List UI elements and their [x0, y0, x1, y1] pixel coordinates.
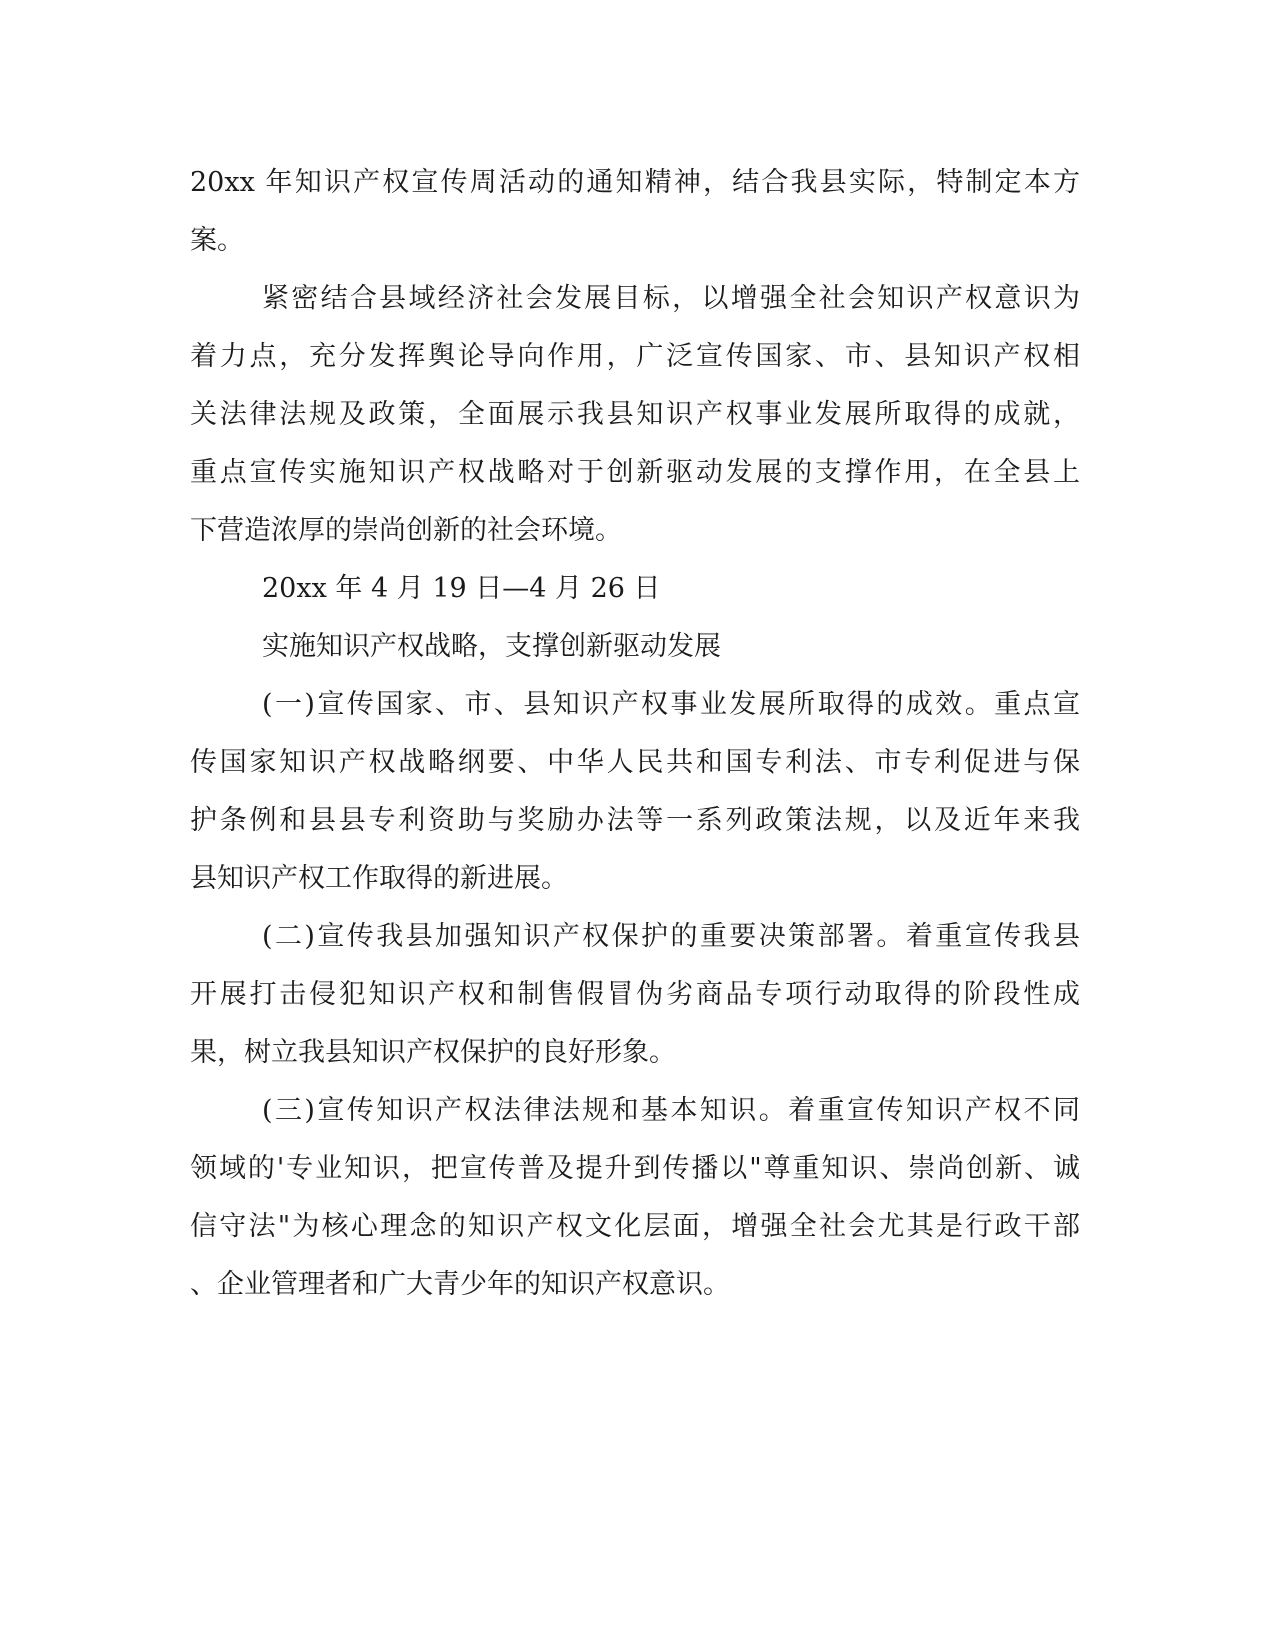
text-line-13: 县知识产权工作取得的新进展。 [190, 863, 568, 894]
text-line-18: 领域的'专业知识，把宣传普及提升到传播以"尊重知识、崇尚创新、诚 [190, 1153, 1080, 1184]
date-line: 20xx 年 4 月 19 日—4 月 26 日 [262, 573, 661, 604]
text-line-4: 着力点，充分发挥舆论导向作用，广泛宣传国家、市、县知识产权相 [190, 341, 1080, 372]
text-line-16: 果，树立我县知识产权保护的良好形象。 [190, 1037, 676, 1068]
text-line-11: 传国家知识产权战略纲要、中华人民共和国专利法、市专利促进与保 [190, 747, 1080, 778]
text-line-6: 重点宣传实施知识产权战略对于创新驱动发展的支撑作用，在全县上 [190, 457, 1080, 488]
text-line-5: 关法律法规及政策，全面展示我县知识产权事业发展所取得的成就， [190, 399, 1080, 430]
text-line-19: 信守法"为核心理念的知识产权文化层面，增强全社会尤其是行政干部 [190, 1211, 1080, 1242]
text-line-15: 开展打击侵犯知识产权和制售假冒伪劣商品专项行动取得的阶段性成 [190, 979, 1080, 1010]
text-line-12: 护条例和县县专利资助与奖励办法等一系列政策法规，以及近年来我 [190, 805, 1080, 836]
text-line-7: 下营造浓厚的崇尚创新的社会环境。 [190, 515, 622, 546]
text-line-10: (一)宣传国家、市、县知识产权事业发展所取得的成效。重点宣 [262, 689, 1080, 720]
text-line-1: 20xx 年知识产权宣传周活动的通知精神，结合我县实际，特制定本方 [190, 167, 1080, 198]
theme-line: 实施知识产权战略，支撑创新驱动发展 [262, 631, 721, 662]
text-line-14: (二)宣传我县加强知识产权保护的重要决策部署。着重宣传我县 [262, 921, 1080, 952]
text-line-2: 案。 [190, 225, 244, 256]
text-line-20: 、企业管理者和广大青少年的知识产权意识。 [190, 1269, 730, 1300]
text-line-3: 紧密结合县域经济社会发展目标，以增强全社会知识产权意识为 [262, 283, 1080, 314]
text-line-17: (三)宣传知识产权法律法规和基本知识。着重宣传知识产权不同 [262, 1095, 1080, 1126]
